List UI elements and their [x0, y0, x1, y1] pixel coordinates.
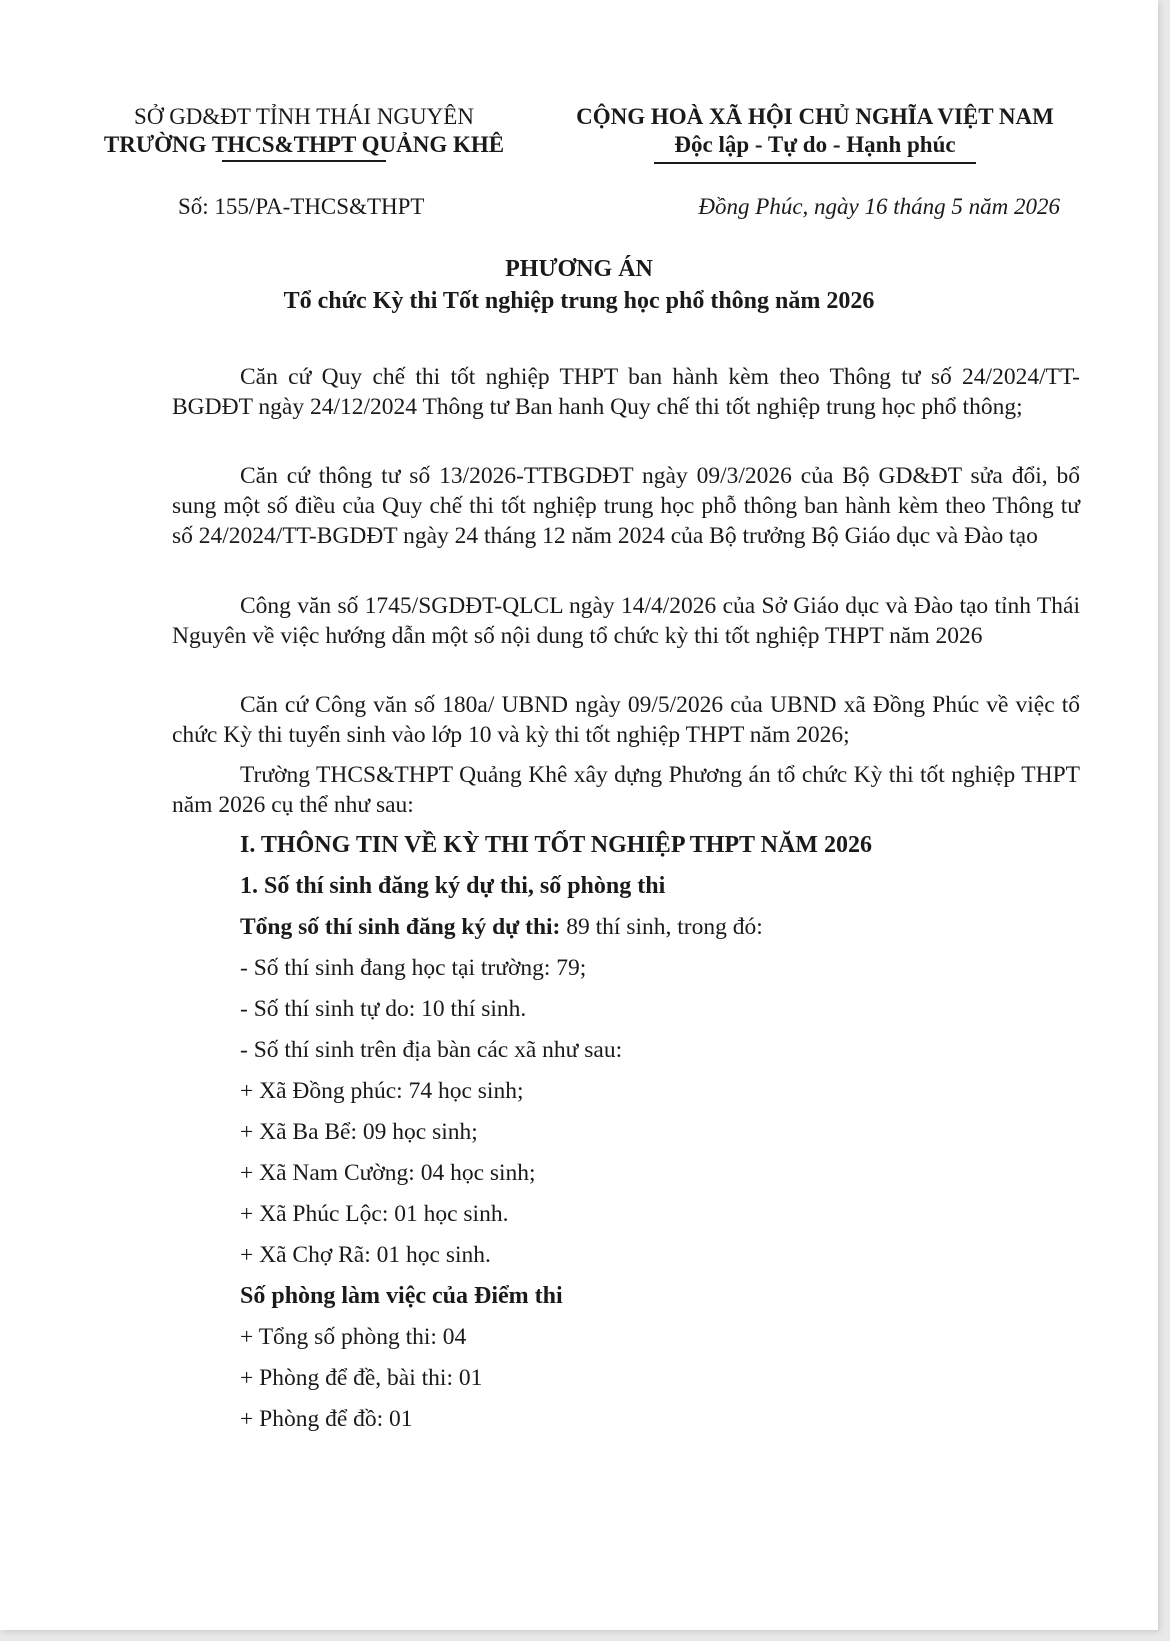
list-item: + Tổng số phòng thi: 04 — [240, 1324, 467, 1350]
header-motto: Độc lập - Tự do - Hạnh phúc — [674, 132, 956, 157]
rooms-heading: Số phòng làm việc của Điểm thi — [240, 1283, 563, 1309]
list-item: + Xã Đồng phúc: 74 học sinh; — [240, 1078, 524, 1104]
total-candidates — [240, 914, 763, 941]
list-item: + Xã Nam Cường: 04 học sinh; — [240, 1160, 536, 1186]
header-country: CỘNG HOÀ XÃ HỘI CHỦ NGHĨA VIỆT NAM — [576, 104, 1054, 129]
paragraph-3: Công văn số 1745/SGDĐT-QLCL ngày 14/4/2026 của Sở Giáo dục và Đào tạo tỉnh Thái Nguyên về việc hướng dẫn một số nội dung tổ chức kỳ thi tốt nghiệp THPT năm 2026 — [172, 593, 1080, 649]
section-heading: I. THÔNG TIN VỀ KỲ THI TỐT NGHIỆP THPT NĂM 2026 — [240, 832, 872, 858]
subsection-heading: 1. Số thí sinh đăng ký dự thi, số phòng thi — [240, 873, 666, 899]
header-agency: SỞ GD&ĐT TỈNH THÁI NGUYÊN — [134, 104, 474, 129]
paragraph-2: Căn cứ thông tư số 13/2026-TTBGDĐT ngày 09/3/2026 của Bộ GD&ĐT sửa đổi, bổ sung một số điều của Quy chế thi tốt nghiệp trung học phỗ thông ban hành kèm theo Thông tư số 24/2024/TT-BGDĐT ngày 24 tháng 12 năm 2024 của Bộ trưởng Bộ Giáo dục và Đào tạo — [172, 463, 1080, 549]
list-item: + Xã Ba Bể: 09 học sinh; — [240, 1119, 478, 1145]
list-item: + Phòng để đồ: 01 — [240, 1406, 413, 1432]
header-right-underline — [654, 162, 976, 164]
paragraph-1: Căn cứ Quy chế thi tốt nghiệp THPT ban hành kèm theo Thông tư số 24/2024/TT-BGDĐT ngày 24/12/2024 Thông tư Ban hanh Quy chế thi tốt nghiệp trung học phổ thông; — [172, 364, 1080, 420]
list-item: + Xã Chợ Rã: 01 học sinh. — [240, 1242, 491, 1268]
document-title: PHƯƠNG ÁN — [505, 256, 653, 282]
header-school: TRƯỜNG THCS&THPT QUẢNG KHÊ — [103, 132, 505, 157]
paragraph-4: Căn cứ Công văn số 180a/ UBND ngày 09/5/2026 của UBND xã Đồng Phúc về việc tổ chức Kỳ thi tuyển sinh vào lớp 10 và kỳ thi tốt nghiệp THPT năm 2026; — [172, 692, 1080, 748]
list-item: - Số thí sinh trên địa bàn các xã như sau: — [240, 1037, 623, 1063]
place-date: Đồng Phúc, ngày 16 tháng 5 năm 2026 — [698, 194, 1060, 219]
total-label: Tổng số thí sinh đăng ký dự thi: — [240, 914, 561, 940]
list-item: - Số thí sinh đang học tại trường: 79; — [240, 955, 587, 981]
list-item: + Xã Phúc Lộc: 01 học sinh. — [240, 1201, 509, 1227]
paragraph-5: Trường THCS&THPT Quảng Khê xây dựng Phương án tổ chức Kỳ thi tốt nghiệp THPT năm 2026 cụ thể như sau: — [172, 762, 1080, 818]
document-subtitle: Tổ chức Kỳ thi Tốt nghiệp trung học phổ thông năm 2026 — [283, 288, 875, 314]
list-item: + Phòng để đề, bài thi: 01 — [240, 1365, 483, 1391]
list-item: - Số thí sinh tự do: 10 thí sinh. — [240, 996, 527, 1022]
header-left-underline — [222, 160, 386, 162]
document-number: Số: 155/PA-THCS&THPT — [178, 194, 425, 219]
total-value: 89 thí sinh, trong đó: — [560, 914, 763, 940]
